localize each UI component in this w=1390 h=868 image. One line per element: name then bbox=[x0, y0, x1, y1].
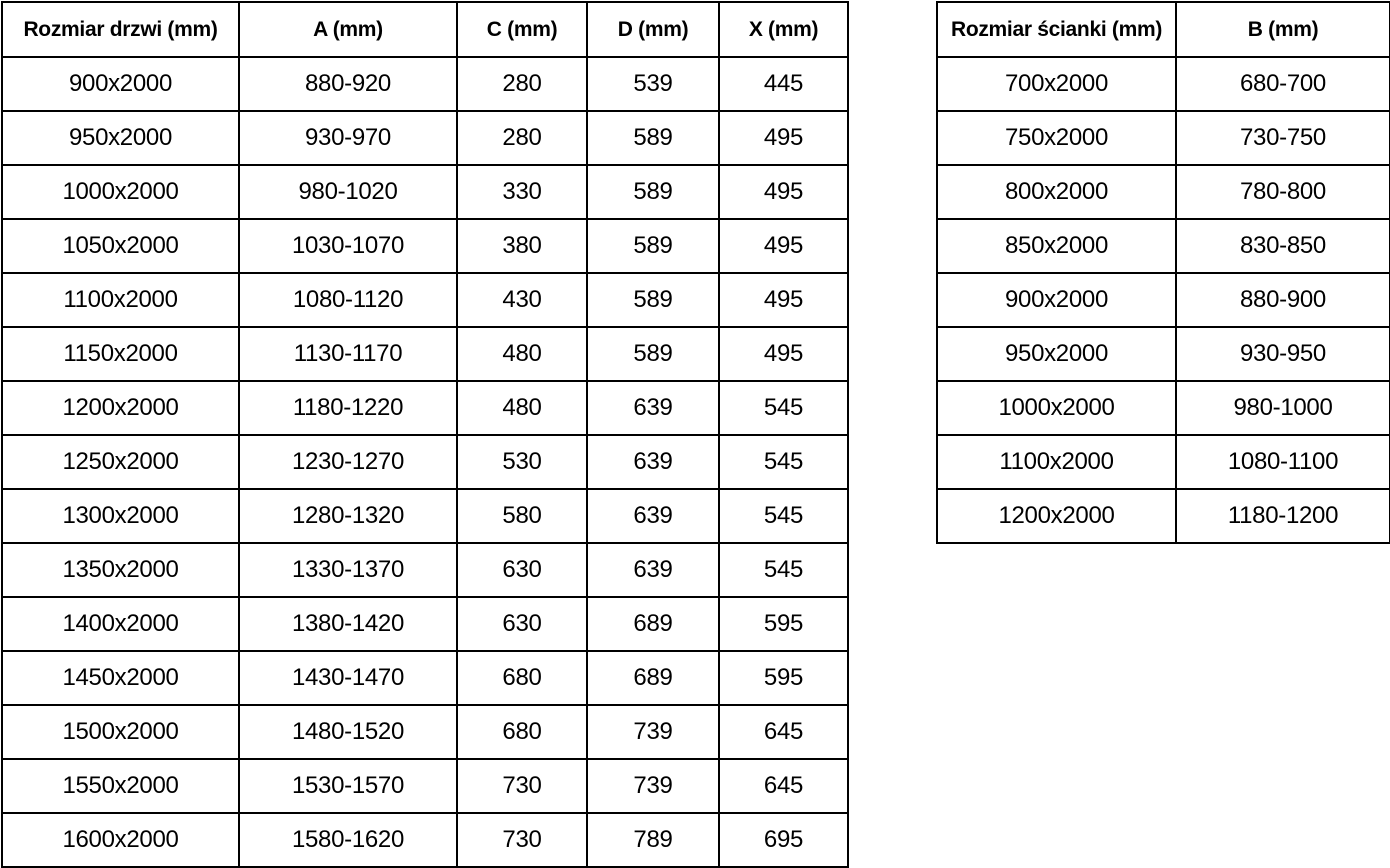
table-cell: 595 bbox=[719, 597, 848, 651]
table-row bbox=[2, 543, 848, 597]
door-sizes-table bbox=[1, 1, 849, 868]
table-cell: 1250x2000 bbox=[2, 435, 239, 489]
table-row bbox=[937, 489, 1390, 543]
table-cell: 680 bbox=[457, 705, 587, 759]
table-cell: 730-750 bbox=[1176, 111, 1390, 165]
table-cell: 730 bbox=[457, 813, 587, 867]
table-cell: 280 bbox=[457, 57, 587, 111]
table-cell: 495 bbox=[719, 111, 848, 165]
table-cell: 545 bbox=[719, 435, 848, 489]
table-cell: 1130-1170 bbox=[239, 327, 457, 381]
door-sizes-table-body bbox=[2, 57, 848, 867]
table-cell: 695 bbox=[719, 813, 848, 867]
table-cell: 1300x2000 bbox=[2, 489, 239, 543]
table-cell: 800x2000 bbox=[937, 165, 1176, 219]
table-cell: 1500x2000 bbox=[2, 705, 239, 759]
table-cell: 1580-1620 bbox=[239, 813, 457, 867]
table-cell: 589 bbox=[587, 165, 719, 219]
table-cell: 1000x2000 bbox=[937, 381, 1176, 435]
table-cell: 639 bbox=[587, 543, 719, 597]
table-row bbox=[2, 651, 848, 705]
table-cell: 1380-1420 bbox=[239, 597, 457, 651]
table-cell: 1180-1220 bbox=[239, 381, 457, 435]
table-cell: 900x2000 bbox=[2, 57, 239, 111]
table-cell: 545 bbox=[719, 489, 848, 543]
table-cell: 680-700 bbox=[1176, 57, 1390, 111]
table-cell: 700x2000 bbox=[937, 57, 1176, 111]
column-header: Rozmiar drzwi (mm) bbox=[2, 2, 239, 57]
table-cell: 639 bbox=[587, 381, 719, 435]
table-cell: 1600x2000 bbox=[2, 813, 239, 867]
table-row bbox=[2, 57, 848, 111]
table-row bbox=[2, 435, 848, 489]
table-row bbox=[937, 435, 1390, 489]
table-cell: 589 bbox=[587, 273, 719, 327]
header-row bbox=[937, 2, 1390, 57]
table-row bbox=[937, 327, 1390, 381]
table-row bbox=[2, 219, 848, 273]
table-cell: 1230-1270 bbox=[239, 435, 457, 489]
table-cell: 589 bbox=[587, 219, 719, 273]
table-row bbox=[937, 273, 1390, 327]
table-cell: 830-850 bbox=[1176, 219, 1390, 273]
table-cell: 589 bbox=[587, 327, 719, 381]
table-cell: 480 bbox=[457, 381, 587, 435]
table-cell: 789 bbox=[587, 813, 719, 867]
wall-sizes-table bbox=[936, 1, 1390, 544]
table-cell: 1100x2000 bbox=[937, 435, 1176, 489]
table-row bbox=[937, 165, 1390, 219]
table-cell: 530 bbox=[457, 435, 587, 489]
table-cell: 495 bbox=[719, 273, 848, 327]
table-row bbox=[2, 381, 848, 435]
table-cell: 1200x2000 bbox=[2, 381, 239, 435]
table-cell: 850x2000 bbox=[937, 219, 1176, 273]
column-header: C (mm) bbox=[457, 2, 587, 57]
table-cell: 880-920 bbox=[239, 57, 457, 111]
table-cell: 630 bbox=[457, 597, 587, 651]
table-row bbox=[2, 759, 848, 813]
table-cell: 1200x2000 bbox=[937, 489, 1176, 543]
table-cell: 595 bbox=[719, 651, 848, 705]
table-cell: 950x2000 bbox=[2, 111, 239, 165]
table-cell: 630 bbox=[457, 543, 587, 597]
table-cell: 495 bbox=[719, 219, 848, 273]
door-sizes-table-header bbox=[2, 2, 848, 57]
table-cell: 445 bbox=[719, 57, 848, 111]
table-cell: 730 bbox=[457, 759, 587, 813]
wall-sizes-table-body bbox=[937, 57, 1390, 543]
table-cell: 750x2000 bbox=[937, 111, 1176, 165]
table-cell: 930-950 bbox=[1176, 327, 1390, 381]
table-cell: 539 bbox=[587, 57, 719, 111]
table-cell: 1080-1100 bbox=[1176, 435, 1390, 489]
table-row bbox=[2, 273, 848, 327]
table-cell: 1050x2000 bbox=[2, 219, 239, 273]
table-cell: 1400x2000 bbox=[2, 597, 239, 651]
table-cell: 480 bbox=[457, 327, 587, 381]
table-cell: 495 bbox=[719, 327, 848, 381]
table-row bbox=[2, 705, 848, 759]
table-row bbox=[937, 111, 1390, 165]
table-row bbox=[2, 165, 848, 219]
header-row bbox=[2, 2, 848, 57]
table-row bbox=[937, 57, 1390, 111]
table-cell: 1530-1570 bbox=[239, 759, 457, 813]
table-cell: 689 bbox=[587, 651, 719, 705]
table-row bbox=[2, 597, 848, 651]
table-cell: 645 bbox=[719, 705, 848, 759]
table-cell: 1030-1070 bbox=[239, 219, 457, 273]
table-cell: 1330-1370 bbox=[239, 543, 457, 597]
table-cell: 280 bbox=[457, 111, 587, 165]
table-cell: 589 bbox=[587, 111, 719, 165]
table-cell: 1000x2000 bbox=[2, 165, 239, 219]
column-header: X (mm) bbox=[719, 2, 848, 57]
table-cell: 1350x2000 bbox=[2, 543, 239, 597]
table-row bbox=[2, 813, 848, 867]
table-cell: 639 bbox=[587, 489, 719, 543]
table-cell: 1430-1470 bbox=[239, 651, 457, 705]
table-cell: 739 bbox=[587, 759, 719, 813]
table-cell: 495 bbox=[719, 165, 848, 219]
table-cell: 1280-1320 bbox=[239, 489, 457, 543]
table-cell: 680 bbox=[457, 651, 587, 705]
table-cell: 380 bbox=[457, 219, 587, 273]
table-row bbox=[937, 381, 1390, 435]
wall-sizes-table-header bbox=[937, 2, 1390, 57]
column-header: D (mm) bbox=[587, 2, 719, 57]
table-cell: 900x2000 bbox=[937, 273, 1176, 327]
column-header: A (mm) bbox=[239, 2, 457, 57]
table-cell: 780-800 bbox=[1176, 165, 1390, 219]
column-header: Rozmiar ścianki (mm) bbox=[937, 2, 1176, 57]
table-cell: 1480-1520 bbox=[239, 705, 457, 759]
table-row bbox=[937, 219, 1390, 273]
table-row bbox=[2, 489, 848, 543]
table-cell: 880-900 bbox=[1176, 273, 1390, 327]
table-row bbox=[2, 327, 848, 381]
table-cell: 1550x2000 bbox=[2, 759, 239, 813]
table-cell: 980-1000 bbox=[1176, 381, 1390, 435]
table-cell: 980-1020 bbox=[239, 165, 457, 219]
table-cell: 739 bbox=[587, 705, 719, 759]
column-header: B (mm) bbox=[1176, 2, 1390, 57]
table-cell: 1450x2000 bbox=[2, 651, 239, 705]
table-cell: 545 bbox=[719, 381, 848, 435]
table-cell: 545 bbox=[719, 543, 848, 597]
table-cell: 1100x2000 bbox=[2, 273, 239, 327]
table-cell: 1180-1200 bbox=[1176, 489, 1390, 543]
table-cell: 645 bbox=[719, 759, 848, 813]
table-cell: 1080-1120 bbox=[239, 273, 457, 327]
table-cell: 950x2000 bbox=[937, 327, 1176, 381]
table-row bbox=[2, 111, 848, 165]
table-cell: 330 bbox=[457, 165, 587, 219]
table-cell: 689 bbox=[587, 597, 719, 651]
table-cell: 639 bbox=[587, 435, 719, 489]
table-cell: 930-970 bbox=[239, 111, 457, 165]
table-cell: 1150x2000 bbox=[2, 327, 239, 381]
table-cell: 430 bbox=[457, 273, 587, 327]
table-cell: 580 bbox=[457, 489, 587, 543]
